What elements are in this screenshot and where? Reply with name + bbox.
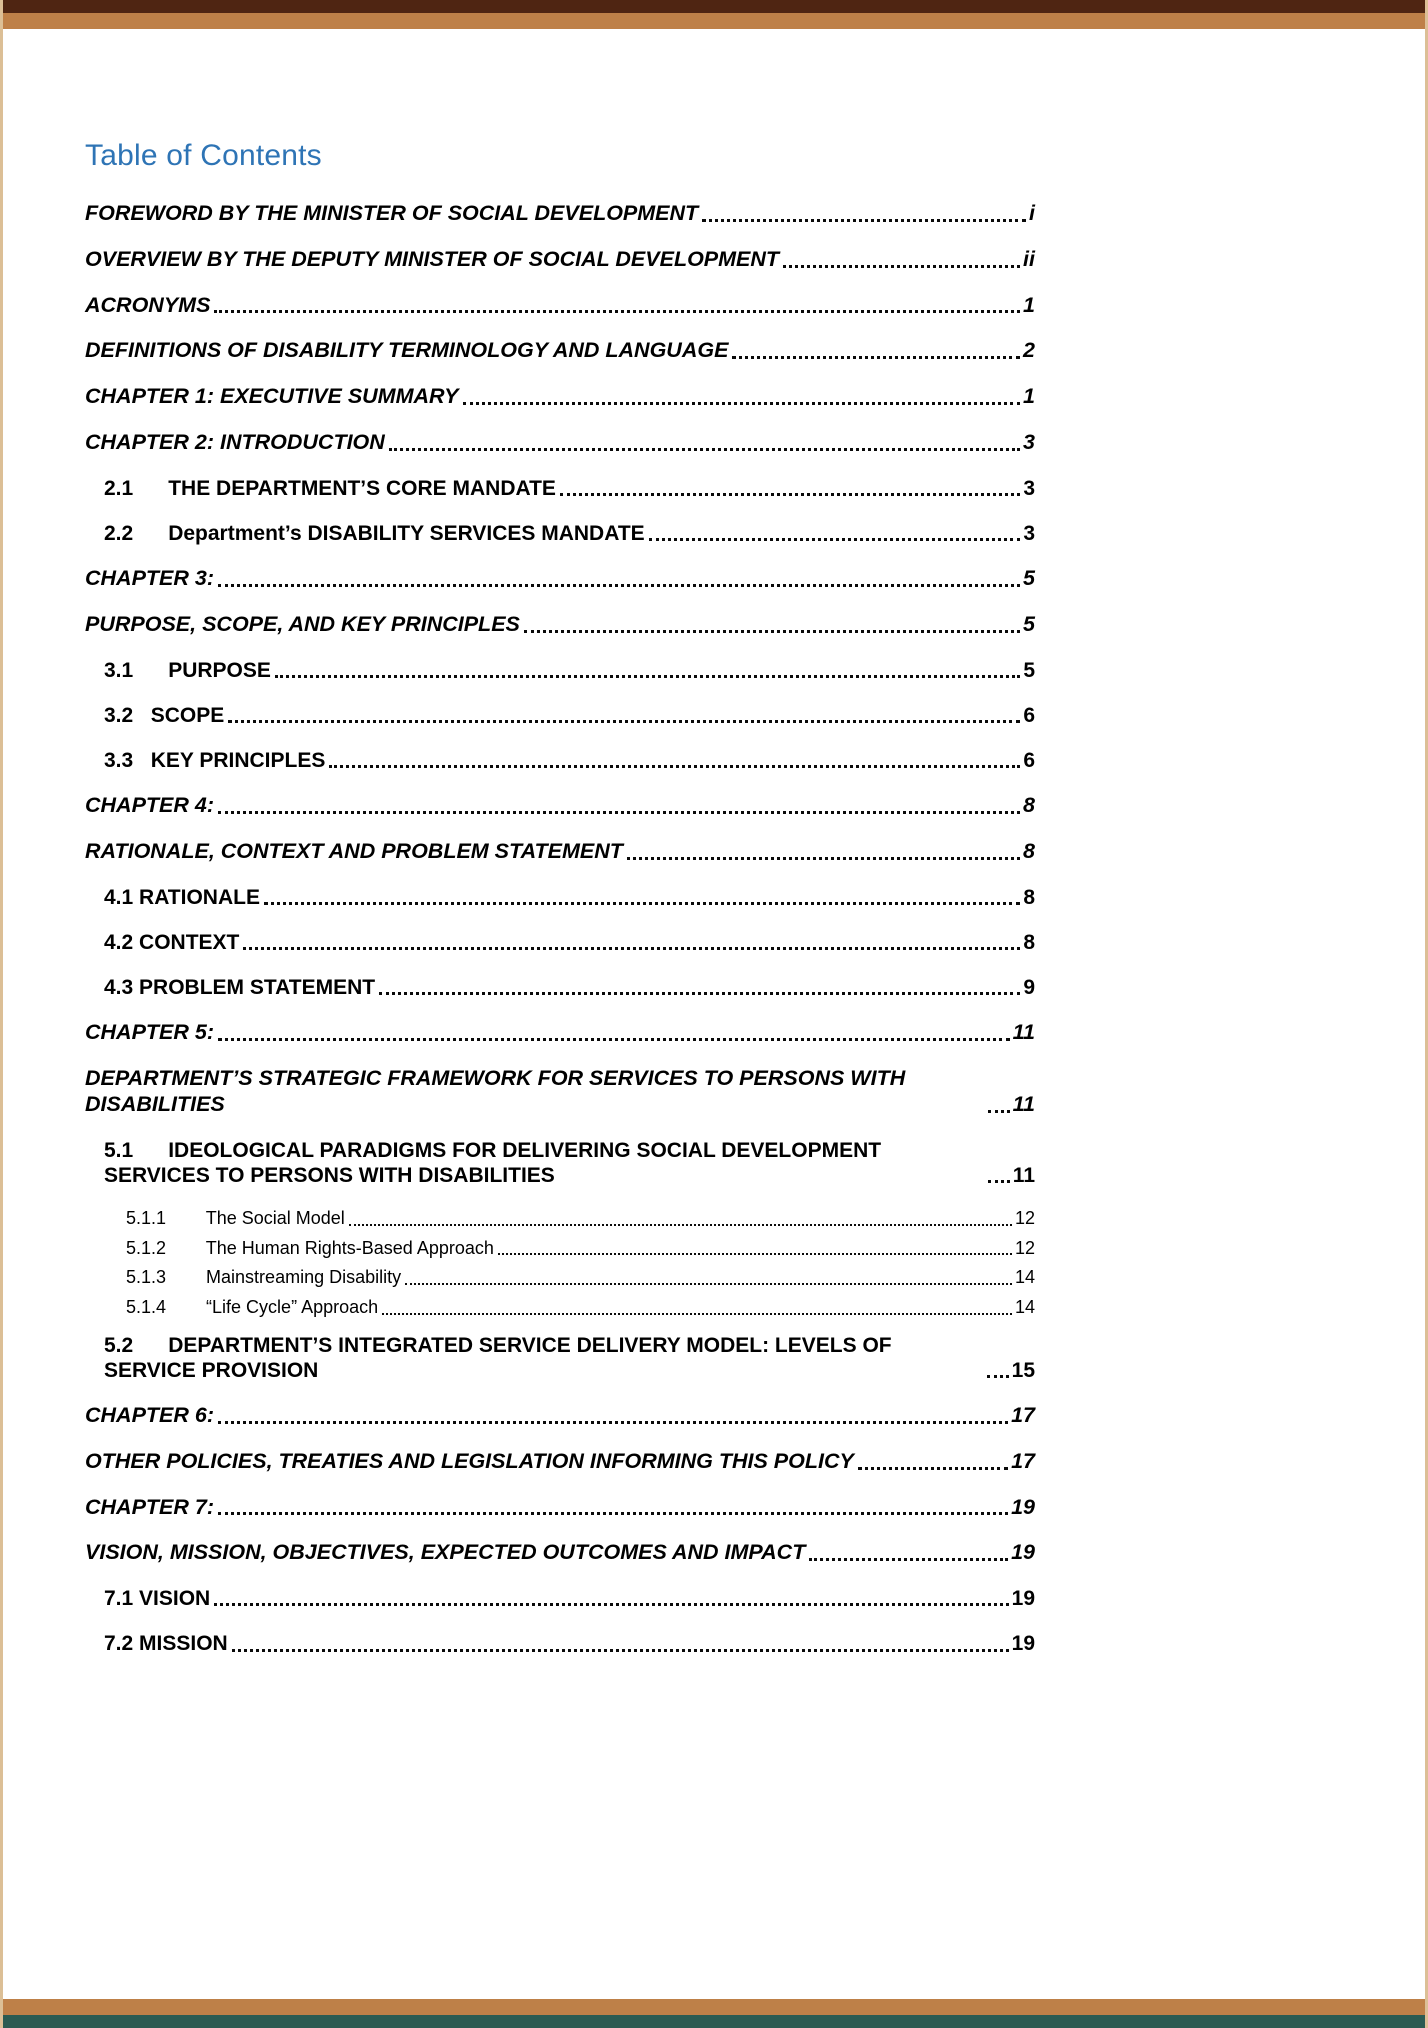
toc-entry-text: 5.1.3 Mainstreaming Disability	[126, 1267, 402, 1288]
toc-entry	[85, 975, 1035, 1000]
dot-leader	[232, 1649, 1009, 1652]
dot-leader	[264, 902, 1020, 905]
dot-leader	[405, 1283, 1012, 1285]
toc-entry	[85, 1208, 1035, 1230]
toc-entry-text: CHAPTER 1: EXECUTIVE SUMMARY	[85, 384, 459, 409]
toc-entry-text: PURPOSE, SCOPE, AND KEY PRINCIPLES	[85, 611, 520, 636]
toc-entry	[85, 839, 1035, 865]
toc-page-number: 11	[1012, 1164, 1035, 1188]
toc-page-number: 12	[1014, 1208, 1035, 1229]
dot-leader	[214, 1603, 1008, 1606]
dot-leader	[218, 1421, 1008, 1424]
toc-entry	[85, 1333, 1035, 1383]
toc-entry-text: 5.1.4 “Life Cycle” Approach	[126, 1297, 379, 1318]
toc-entry	[85, 793, 1035, 819]
toc-entry	[85, 247, 1035, 273]
toc-entry-text: DEPARTMENT’S STRATEGIC FRAMEWORK FOR SERVICES TO PERSONS WITH DISABILITIES	[85, 1066, 912, 1117]
toc-page-number: 19	[1011, 1587, 1035, 1611]
toc-entry-text: 3.2 SCOPE	[104, 703, 225, 727]
dot-leader	[702, 219, 1026, 222]
toc-page-number: ii	[1023, 246, 1035, 271]
dot-leader	[275, 675, 1020, 678]
top-border-tan-bar	[3, 13, 1425, 29]
dot-leader	[560, 493, 1020, 496]
toc-entry-text: 3.1 PURPOSE	[104, 658, 271, 682]
toc-entry-text: 4.2 CONTEXT	[104, 931, 240, 955]
dot-leader	[382, 1313, 1012, 1315]
dot-leader	[987, 1375, 1009, 1378]
dot-leader	[349, 1224, 1012, 1226]
toc-page-number: 19	[1011, 1494, 1035, 1519]
toc-entry-text: 2.1 THE DEPARTMENT’S CORE MANDATE	[104, 476, 556, 500]
toc-entry	[85, 293, 1035, 319]
toc-entry-text: 7.1 VISION	[104, 1587, 211, 1611]
dot-leader	[988, 1110, 1010, 1113]
dot-leader	[858, 1467, 1008, 1470]
toc-entry	[85, 658, 1035, 683]
toc-entry	[85, 1267, 1035, 1289]
toc-entry-text: OTHER POLICIES, TREATIES AND LEGISLATION INFORMING THIS POLICY	[85, 1448, 854, 1473]
toc-page-number: 5	[1023, 658, 1035, 682]
table-of-contents	[85, 201, 1035, 1657]
toc-entry	[85, 476, 1035, 501]
toc-entry-text: 7.2 MISSION	[104, 1632, 228, 1656]
toc-page-number: 3	[1023, 521, 1035, 545]
toc-entry	[85, 1403, 1035, 1429]
dot-leader	[627, 857, 1020, 860]
toc-page-number: 19	[1011, 1540, 1035, 1565]
toc-entry	[85, 1138, 1035, 1188]
toc-entry	[85, 1586, 1035, 1611]
toc-entry-text: 5.1.1 The Social Model	[126, 1208, 345, 1229]
toc-entry	[85, 201, 1035, 227]
dot-leader	[498, 1253, 1012, 1255]
toc-entry-text: DEFINITIONS OF DISABILITY TERMINOLOGY AND LANGUAGE	[85, 338, 729, 363]
toc-page-number: 6	[1023, 703, 1035, 727]
dot-leader	[389, 448, 1020, 451]
toc-entry	[85, 1066, 1035, 1118]
dot-leader	[218, 1512, 1008, 1515]
dot-leader	[809, 1558, 1008, 1561]
toc-entry-text: 3.3 KEY PRINCIPLES	[104, 749, 326, 773]
dot-leader	[218, 584, 1020, 587]
toc-entry	[85, 521, 1035, 546]
bottom-border-dark-bar	[3, 2015, 1425, 2028]
toc-entry-text: RATIONALE, CONTEXT AND PROBLEM STATEMENT	[85, 839, 623, 864]
toc-page-number: 8	[1023, 931, 1035, 955]
toc-entry	[85, 338, 1035, 364]
toc-page-number: 11	[1012, 1020, 1035, 1045]
toc-page-number: 8	[1023, 839, 1035, 864]
toc-page-content	[3, 29, 1035, 1657]
toc-page-number: 5	[1023, 566, 1035, 591]
toc-entry-text: CHAPTER 4:	[85, 793, 215, 818]
toc-entry-text: CHAPTER 3:	[85, 566, 215, 591]
toc-page-number: 3	[1023, 429, 1035, 454]
toc-entry	[85, 1238, 1035, 1260]
toc-entry	[85, 1540, 1035, 1566]
dot-leader	[214, 310, 1020, 313]
dot-leader	[783, 265, 1020, 268]
toc-page-number: 17	[1011, 1402, 1035, 1427]
toc-page-number: 9	[1023, 976, 1035, 1000]
toc-entry	[85, 384, 1035, 410]
toc-entry	[85, 612, 1035, 638]
toc-entry-text: 4.3 PROBLEM STATEMENT	[104, 976, 376, 1000]
toc-entry-text: CHAPTER 6:	[85, 1402, 215, 1427]
toc-entry	[85, 566, 1035, 592]
dot-leader	[524, 630, 1020, 633]
toc-page-number: 2	[1023, 338, 1035, 363]
toc-entry	[85, 885, 1035, 910]
dot-leader	[218, 811, 1020, 814]
toc-entry	[85, 930, 1035, 955]
toc-entry-text: 4.1 RATIONALE	[104, 885, 260, 909]
toc-entry	[85, 1297, 1035, 1319]
toc-page-number: i	[1029, 201, 1035, 225]
toc-entry-text: 5.2 DEPARTMENT’S INTEGRATED SERVICE DELIVERY MODEL: LEVELS OF SERVICE PROVISION	[104, 1333, 898, 1382]
dot-leader	[329, 765, 1020, 768]
toc-page-number: 8	[1023, 793, 1035, 818]
toc-page-number: 1	[1023, 384, 1035, 409]
toc-entry-text: ACRONYMS	[85, 292, 211, 317]
toc-entry	[85, 748, 1035, 773]
toc-entry-text: 5.1.2 The Human Rights-Based Approach	[126, 1237, 494, 1258]
toc-entry-text: FOREWORD BY THE MINISTER OF SOCIAL DEVELOPMENT	[85, 201, 699, 225]
toc-page-number: 8	[1023, 885, 1035, 909]
toc-entry	[85, 1631, 1035, 1656]
toc-page-number: 14	[1014, 1297, 1035, 1318]
dot-leader	[243, 947, 1020, 950]
dot-leader	[988, 1180, 1010, 1183]
dot-leader	[649, 538, 1021, 541]
toc-entry	[85, 703, 1035, 728]
toc-page-number: 6	[1023, 749, 1035, 773]
toc-page-number: 5	[1023, 611, 1035, 636]
toc-entry-text: CHAPTER 2: INTRODUCTION	[85, 429, 385, 454]
toc-page-number: 15	[1011, 1358, 1035, 1382]
page-title: Table of Contents	[85, 139, 322, 172]
dot-leader	[732, 356, 1020, 359]
bottom-border-tan-bar	[3, 1999, 1425, 2015]
toc-entry-text: 5.1 IDEOLOGICAL PARADIGMS FOR DELIVERING SOCIAL DEVELOPMENT SERVICES TO PERSONS WITH DISABILITIES	[104, 1138, 887, 1188]
toc-page-number: 19	[1011, 1632, 1035, 1656]
toc-entry	[85, 1449, 1035, 1475]
top-border-dark-bar	[3, 0, 1425, 13]
toc-page-number: 12	[1014, 1237, 1035, 1258]
toc-entry-text: OVERVIEW BY THE DEPUTY MINISTER OF SOCIAL DEVELOPMENT	[85, 246, 780, 271]
toc-entry	[85, 430, 1035, 456]
dot-leader	[379, 992, 1020, 995]
dot-leader	[228, 720, 1020, 723]
toc-entry-text: CHAPTER 7:	[85, 1494, 215, 1519]
toc-page-number: 3	[1023, 476, 1035, 500]
toc-page-number: 11	[1012, 1092, 1035, 1117]
toc-page-number: 17	[1011, 1448, 1035, 1473]
toc-entry-text: 2.2 Department’s DISABILITY SERVICES MANDATE	[104, 521, 645, 545]
toc-page-number: 1	[1023, 292, 1035, 317]
dot-leader	[218, 1038, 1010, 1041]
toc-entry-text: CHAPTER 5:	[85, 1020, 215, 1045]
toc-entry-text: VISION, MISSION, OBJECTIVES, EXPECTED OUTCOMES AND IMPACT	[85, 1540, 806, 1565]
toc-entry	[85, 1020, 1035, 1046]
toc-page-number: 14	[1014, 1267, 1035, 1288]
dot-leader	[463, 402, 1021, 405]
toc-entry	[85, 1495, 1035, 1521]
